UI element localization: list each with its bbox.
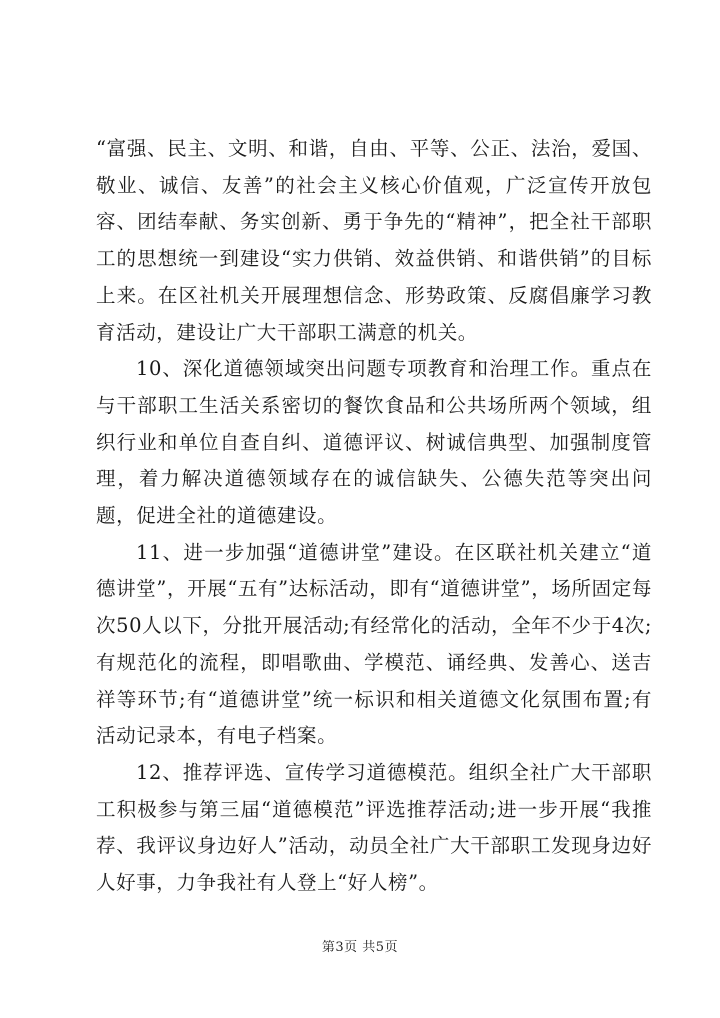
paragraph-core-values: “富强、民主、文明、和谐，自由、平等、公正、法治，爱国、敬业、诚信、友善”的社会主义核心价值观，广泛宣传开放包容、团结奉献、务实创新、勇于争先的“精神”，把全社干部职工的思想统一到建设“实力供销、效益供销、和谐供销”的目标上来。在区社机关开展理想信念、形势政策、反腐倡廉学习教育活动，建设让广大干部职工满意的机关。 (96, 137, 652, 344)
paragraph-item-12: 12、推荐评选、宣传学习道德模范。组织全社广大干部职工积极参与第三届“道德模范”评选推荐活动;进一步开展“我推荐、我评议身边好人”活动，动员全社广大干部职工发现身边好人好事，力争我社有人登上“好人榜”。 (96, 760, 652, 895)
paragraph-item-11: 11、进一步加强“道德讲堂”建设。在区联社机关建立“道德讲堂”，开展“五有”达标活动，即有“道德讲堂”，场所固定每次50人以下，分批开展活动;有经常化的活动，全年不少于4次;有规范化的流程，即唱歌曲、学模范、诵经典、发善心、送吉祥等环节;有“道德讲堂”统一标识和相关道德文化氛围布置;有活动记录本，有电子档案。 (96, 540, 652, 748)
page-footer: 第3页 共5页 (321, 940, 399, 955)
paragraph-item-10: 10、深化道德领域突出问题专项教育和治理工作。重点在与干部职工生活关系密切的餐饮食品和公共场所两个领域，组织行业和单位自查自纠、道德评议、树诚信典型、加强制度管理，着力解决道德领域存在的诚信缺失、公德失范等突出问题，促进全社的道德建设。 (96, 357, 652, 528)
document-body (96, 131, 652, 902)
